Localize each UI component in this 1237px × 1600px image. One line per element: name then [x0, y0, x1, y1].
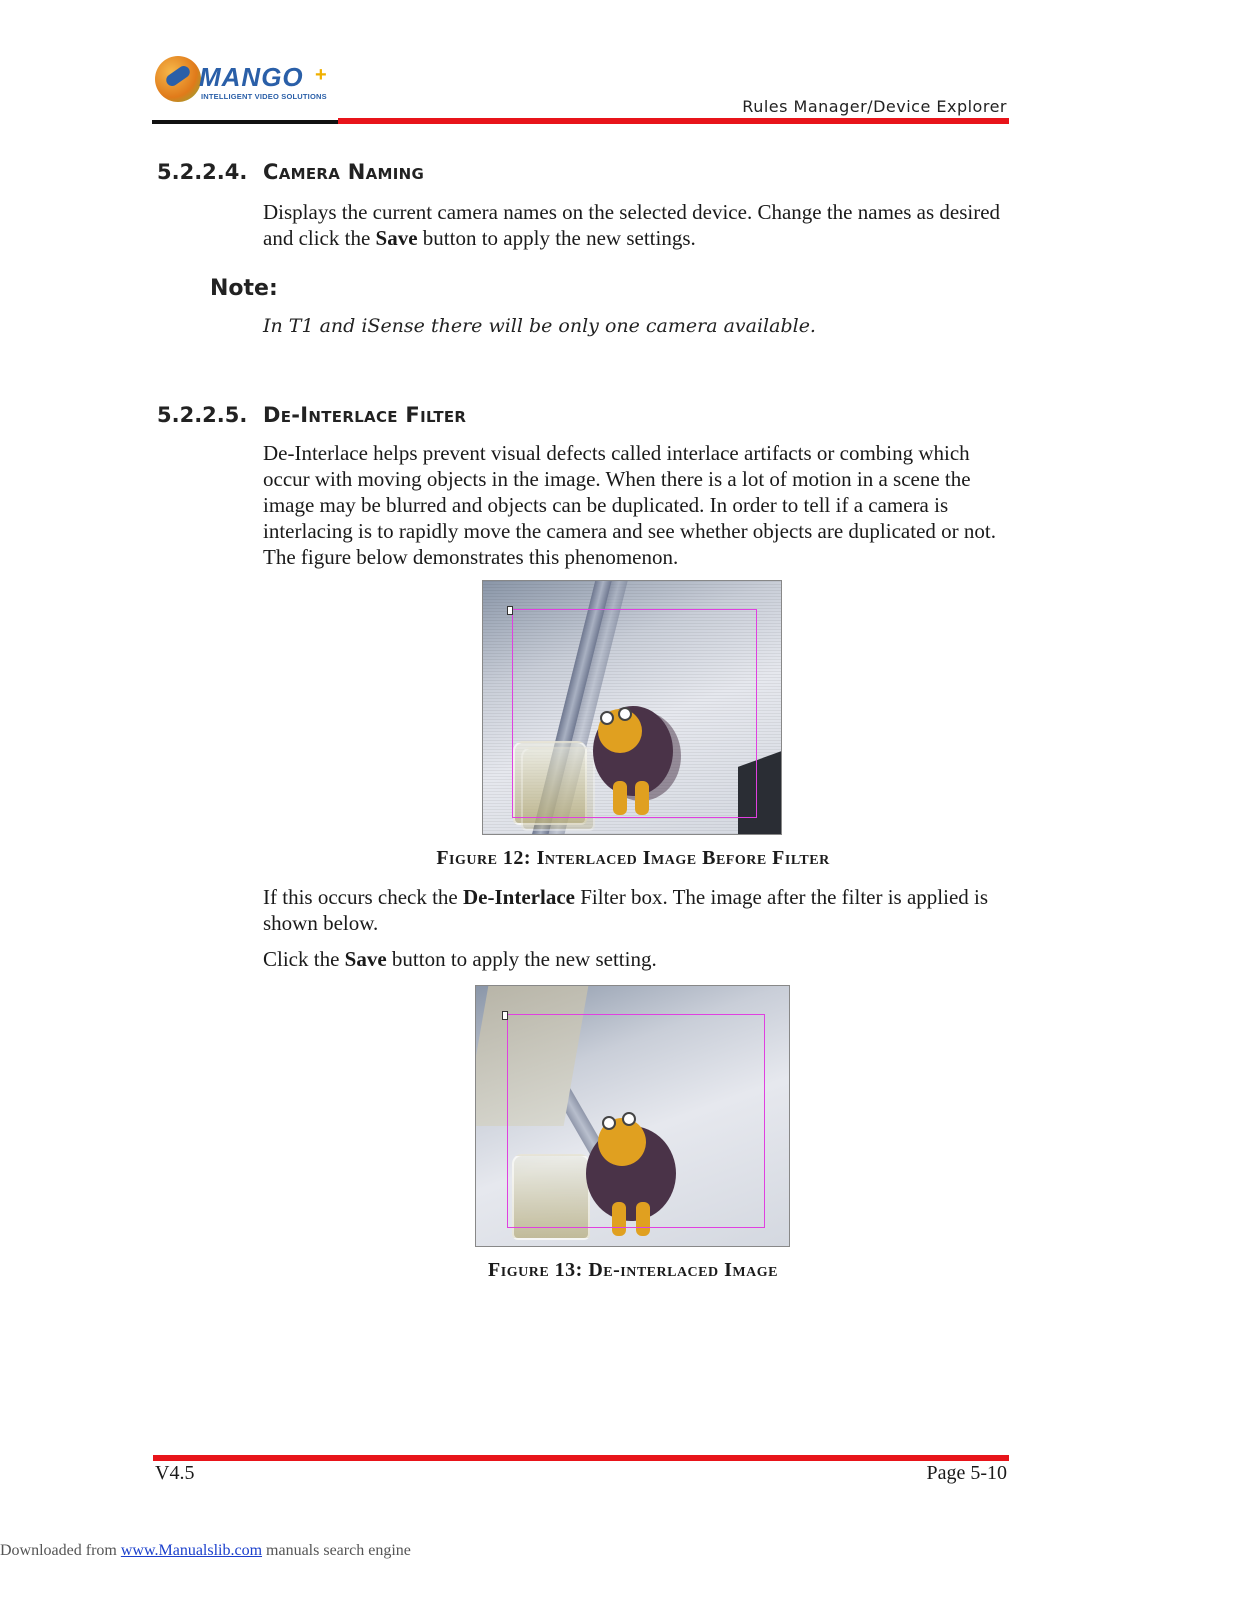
section-title-deinterlace: De-Interlace Filter [263, 403, 467, 427]
save-term: Save [344, 947, 387, 971]
deinterlace-check-paragraph: If this occurs check the De-Interlace Filter box. The image after the filter is applied is shown below. [263, 885, 989, 935]
section-title-camera-naming: Camera Naming [263, 160, 425, 184]
figure-12-image [482, 580, 782, 835]
camera-naming-paragraph: Displays the current camera names on the selected device. Change the names as desired and click the Save button to apply the new settings. [263, 200, 1001, 250]
header-rule-black [152, 120, 338, 124]
note-heading: Note: [210, 276, 278, 301]
note-text: In T1 and iSense there will be only one camera available. [263, 315, 816, 337]
logo-mark-icon [155, 56, 201, 102]
figure-13-image [475, 985, 790, 1247]
footer-version: V4.5 [155, 1462, 195, 1484]
figure-13-caption: Figure 13: De-interlaced Image [488, 1259, 778, 1281]
logo-text: MANGO [199, 62, 304, 92]
download-notice: Downloaded from www.Manualslib.com manuals search engine [0, 1542, 411, 1559]
footer-page-number: Page 5-10 [926, 1462, 1007, 1484]
logo-tagline: INTELLIGENT VIDEO SOLUTIONS [201, 92, 327, 101]
section-number-camera-naming: 5.2.2.4. [157, 160, 248, 184]
figure-12-caption: Figure 12: Interlaced Image Before Filter [436, 847, 830, 869]
deinterlace-paragraph: De-Interlace helps prevent visual defects called interlace artifacts or combing which occur with moving objects in the image. When there is a lot of motion in a scene the image may be blurred and objects can be duplicated. In order to tell if a camera is interlacing is to rapidly move the camera and see whether objects are duplicated or not. The figure below demonstrates this phenomenon. [263, 441, 996, 569]
header-rule-red [338, 118, 1009, 124]
logo-plus: + [315, 64, 327, 86]
mango-logo [155, 52, 345, 110]
footer-rule [153, 1455, 1009, 1461]
deinterlace-term: De-Interlace [463, 885, 575, 909]
save-term: Save [375, 226, 418, 250]
section-number-deinterlace: 5.2.2.5. [157, 403, 248, 427]
save-setting-paragraph: Click the Save button to apply the new setting. [263, 947, 657, 971]
manualslib-link[interactable]: www.Manualslib.com [120, 1542, 263, 1559]
header-title: Rules Manager/Device Explorer [742, 97, 1007, 116]
